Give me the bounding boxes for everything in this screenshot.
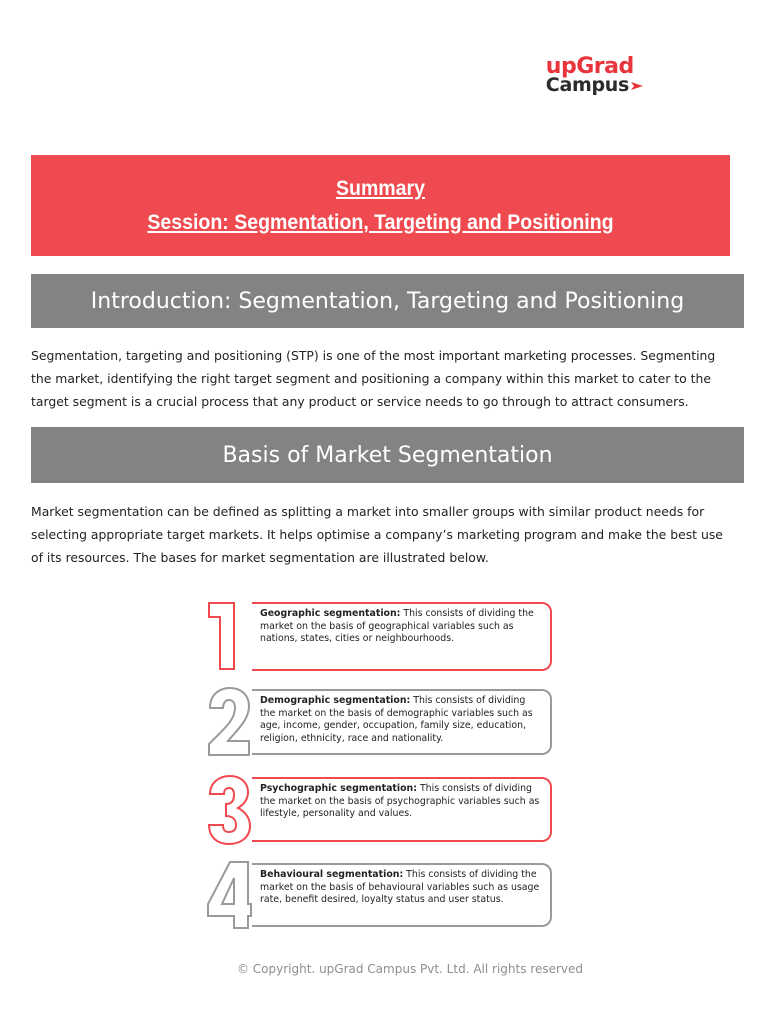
logo-line-campus: Campus bbox=[545, 74, 629, 96]
segmentation-diagram bbox=[206, 600, 572, 930]
number-1-icon bbox=[206, 600, 250, 672]
basis-paragraph: Market segmentation can be defined as splitting a market into smaller groups with similar product needs for selecting appropriate target markets. It helps optimise a company’s marketing program and make the best use of its resources. The bases for market segmentation are illustrated below. bbox=[31, 504, 723, 565]
introduction-paragraph: Segmentation, targeting and positioning (STP) is one of the most important marketing processes. Segmenting the market, identifying the right target segment and positioning a company within this market to cater to the target segment is a crucial process that any product or service needs to go through to attract consumers. bbox=[31, 348, 716, 409]
logo-arrow-icon bbox=[630, 80, 644, 92]
section-heading-introduction: Introduction: Segmentation, Targeting and Positioning bbox=[31, 274, 744, 328]
logo-line-campus-wrap bbox=[546, 76, 644, 95]
segment-text: This consists of dividing the market on the basis of psychographic variables such as lifestyle, personality and values. bbox=[260, 783, 540, 819]
logo-line-upgrad: upGrad bbox=[545, 54, 634, 79]
segment-title: Behavioural segmentation: bbox=[260, 869, 404, 880]
segment-geographic bbox=[252, 602, 552, 671]
segment-psychographic bbox=[252, 777, 552, 842]
segment-demographic bbox=[252, 689, 552, 755]
copyright-footer: © Copyright. upGrad Campus Pvt. Ltd. All rights reserved bbox=[236, 962, 583, 976]
segment-title: Psychographic segmentation: bbox=[260, 783, 417, 794]
segment-behavioural bbox=[252, 863, 552, 927]
session-title: Session: Segmentation, Targeting and Positioning bbox=[147, 210, 614, 234]
summary-title: Summary bbox=[335, 176, 426, 200]
segment-text: This consists of dividing the market on the basis of behavioural variables such as usage rate, benefit desired, loyalty status and user status. bbox=[260, 869, 540, 905]
number-4-icon bbox=[206, 860, 252, 930]
segment-title: Geographic segmentation: bbox=[260, 608, 401, 619]
segment-text: This consists of dividing the market on the basis of demographic variables such as age, income, gender, occupation, family size, education, religion, ethnicity, race and nationality. bbox=[260, 695, 533, 744]
segment-text: This consists of dividing the market on the basis of geographical variables such as nations, states, cities or neighbourhoods. bbox=[260, 608, 534, 644]
number-2-icon bbox=[206, 686, 252, 758]
segment-title: Demographic segmentation: bbox=[260, 695, 411, 706]
section-heading-basis: Basis of Market Segmentation bbox=[31, 427, 744, 483]
summary-banner bbox=[31, 155, 730, 256]
upgrad-campus-logo bbox=[546, 56, 644, 95]
number-3-icon bbox=[206, 774, 252, 846]
